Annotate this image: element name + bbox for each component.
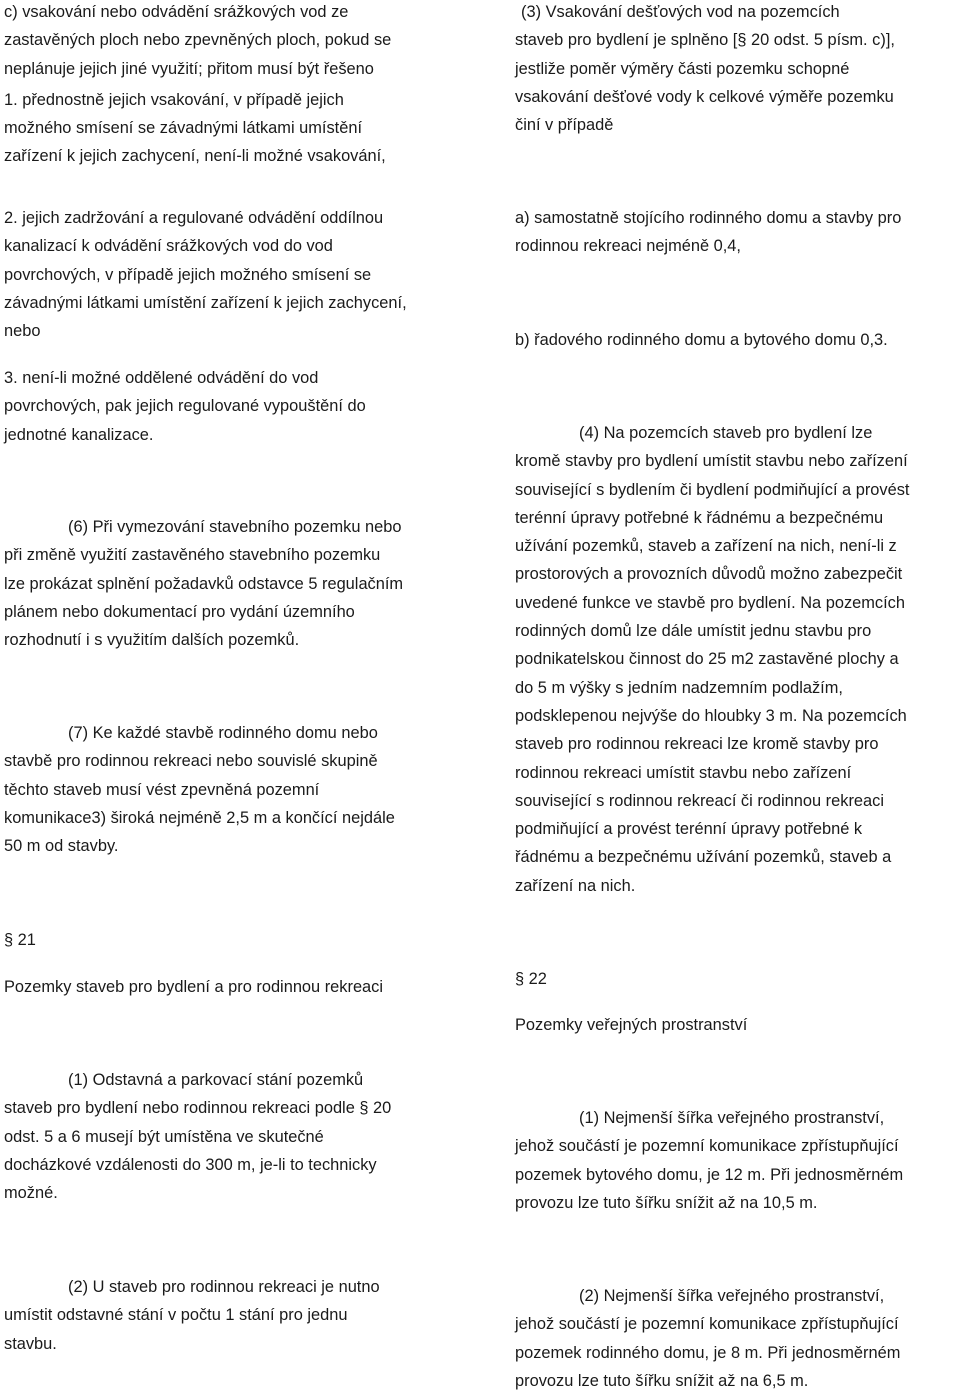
paragraph-left-1 — [4, 204, 407, 345]
text-line: rodinnou rekreaci nejméně 0,4, — [515, 237, 741, 256]
text-line: stavbu. — [4, 1334, 57, 1353]
text-line: Pozemky veřejných prostranství — [515, 1016, 748, 1034]
paragraph-left-7 — [4, 1066, 391, 1207]
text-line: činí v případě — [515, 116, 614, 135]
text-line: a) samostatně stojícího rodinného domu a stavby pro — [515, 209, 902, 227]
text-line: rodinných domů lze dále umístit jednu stavbu pro — [515, 622, 872, 641]
text-line: do 5 m výšky s jedním nadzemním podlažím, — [515, 678, 843, 697]
text-line: (2) Nejmenší šířka veřejného prostranství, — [579, 1287, 885, 1305]
text-line: související s rodinnou rekreací či rodinnou rekreaci — [515, 791, 884, 810]
text-line: rodinnou rekreaci umístit stavbu nebo zařízení — [515, 763, 852, 782]
text-line: staveb pro rodinnou rekreaci lze kromě stavby pro — [515, 735, 879, 754]
paragraph-left-0 — [4, 0, 391, 171]
text-line: § 21 — [4, 931, 36, 949]
text-line: zařízení na nich. — [515, 876, 636, 895]
text-line: neplánuje jejich jiné využití; přitom musí být řešeno — [4, 59, 374, 78]
text-line: umístit odstavné stání v počtu 1 stání pro jednu — [4, 1306, 348, 1325]
text-line: možné. — [4, 1184, 58, 1203]
text-line: při změně využití zastavěného stavebního pozemku — [4, 546, 381, 565]
paragraph-right-7 — [515, 1282, 900, 1395]
text-line: c) vsakování nebo odvádění srážkových vod ze — [4, 3, 349, 21]
text-line: komunikace3) široká nejméně 2,5 m a končící nejdále — [4, 808, 395, 827]
text-line: jestliže poměr výměry části pozemku schopné — [515, 59, 850, 78]
text-line: 50 m od stavby. — [4, 837, 119, 856]
text-line: terénní úpravy potřebné k řádnému a bezpečnému — [515, 508, 884, 527]
text-line: § 22 — [515, 970, 547, 988]
text-line: plánem nebo dokumentací pro vydání územního — [4, 602, 355, 621]
text-line: staveb pro bydlení je splněno [§ 20 odst. 5 písm. c)], — [515, 31, 895, 50]
text-line: staveb pro bydlení nebo rodinnou rekreaci podle § 20 — [4, 1099, 392, 1118]
text-line: odst. 5 a 6 musejí být umístěna ve skutečné — [4, 1127, 324, 1146]
text-line: (7) Ke každé stavbě rodinného domu nebo — [68, 724, 378, 742]
text-line: nebo — [4, 322, 41, 341]
text-line: těchto staveb musí vést zpevněná pozemní — [4, 780, 320, 799]
text-line: b) řadového rodinného domu a bytového domu 0,3. — [515, 331, 888, 349]
text-line: stavbě pro rodinnou rekreaci nebo souvislé skupině — [4, 752, 378, 771]
paragraph-right-0 — [515, 0, 895, 139]
section-heading-21 — [4, 973, 383, 1001]
section-number-21 — [4, 926, 36, 954]
text-line: Pozemky staveb pro bydlení a pro rodinnou rekreaci — [4, 978, 384, 996]
text-line: pozemek bytového domu, je 12 m. Při jednosměrném — [515, 1165, 904, 1184]
paragraph-right-1 — [515, 204, 901, 261]
text-line: zařízení k jejich zachycení, není-li možné vsakování, — [4, 147, 386, 166]
text-line: zastavěných ploch nebo zpevněných ploch, pokud se — [4, 31, 392, 50]
section-heading-22 — [515, 1011, 747, 1039]
text-line: 2. jejich zadržování a regulované odvádění oddílnou — [4, 209, 384, 227]
paragraph-left-3 — [4, 513, 403, 654]
text-line: užívání pozemků, staveb a zařízení na nich, není-li z — [515, 537, 897, 556]
text-line: docházkové vzdálenosti do 300 m, je-li to technicky — [4, 1155, 377, 1174]
text-line: závadnými látkami umístění zařízení k jejich zachycení, — [4, 293, 407, 312]
text-line: lze prokázat splnění požadavků odstavce 5 regulačním — [4, 574, 404, 593]
section-number-22 — [515, 965, 547, 993]
text-line: podsklepenou nejvýše do hloubky 3 m. Na pozemcích — [515, 706, 907, 725]
text-line: kromě stavby pro bydlení umístit stavbu nebo zařízení — [515, 452, 908, 471]
text-line: jednotné kanalizace. — [4, 425, 154, 444]
text-line: (1) Odstavná a parkovací stání pozemků — [68, 1071, 364, 1089]
text-line: (3) Vsakování dešťových vod na pozemcích — [521, 3, 840, 21]
paragraph-left-2 — [4, 364, 366, 449]
text-line: možného smísení se závadnými látkami umístění — [4, 119, 363, 138]
paragraph-right-6 — [515, 1104, 903, 1217]
paragraph-right-2 — [515, 326, 888, 354]
text-line: 3. není-li možné oddělené odvádění do vod — [4, 369, 319, 387]
text-line: prostorových a provozních důvodů možno zabezpečit — [515, 565, 903, 584]
text-line: provozu lze tuto šířku snížit až na 10,5 m. — [515, 1193, 818, 1212]
text-line: uvedené funkce ve stavbě pro bydlení. Na pozemcích — [515, 593, 905, 612]
text-line: jehož součástí je pozemní komunikace zpřístupňující — [515, 1137, 899, 1156]
text-line: podmiňující a provést terénní úpravy potřebné k — [515, 820, 863, 839]
text-line: (2) U staveb pro rodinnou rekreaci je nutno — [68, 1278, 380, 1296]
text-line: provozu lze tuto šířku snížit až na 6,5 m. — [515, 1371, 809, 1390]
text-line: podnikatelskou činnost do 25 m2 zastavěné plochy a — [515, 650, 899, 669]
text-line: povrchových, pak jejich regulované vypouštění do — [4, 397, 366, 416]
text-line: související s bydlením či bydlení podmiňující a provést — [515, 480, 910, 499]
text-line: (4) Na pozemcích staveb pro bydlení lze — [579, 424, 873, 442]
text-line: jehož součástí je pozemní komunikace zpřístupňující — [515, 1315, 899, 1334]
text-line: povrchových, v případě jejich možného smísení se — [4, 265, 372, 284]
paragraph-left-4 — [4, 719, 395, 860]
text-line: řádnému a bezpečnému užívání pozemků, staveb a — [515, 848, 892, 867]
text-line: kanalizací k odvádění srážkových vod do vod — [4, 237, 333, 256]
paragraph-right-3 — [515, 419, 909, 900]
text-line: rozhodnutí i s využitím dalších pozemků. — [4, 631, 300, 650]
paragraph-left-8 — [4, 1273, 380, 1358]
text-line: (1) Nejmenší šířka veřejného prostranství, — [579, 1109, 885, 1127]
text-line: (6) Při vymezování stavebního pozemku nebo — [68, 518, 402, 536]
text-line: 1. přednostně jejich vsakování, v případě jejich — [4, 90, 344, 109]
text-line: vsakování dešťové vody k celkové výměře pozemku — [515, 87, 894, 106]
text-line: pozemek rodinného domu, je 8 m. Při jednosměrném — [515, 1343, 901, 1362]
